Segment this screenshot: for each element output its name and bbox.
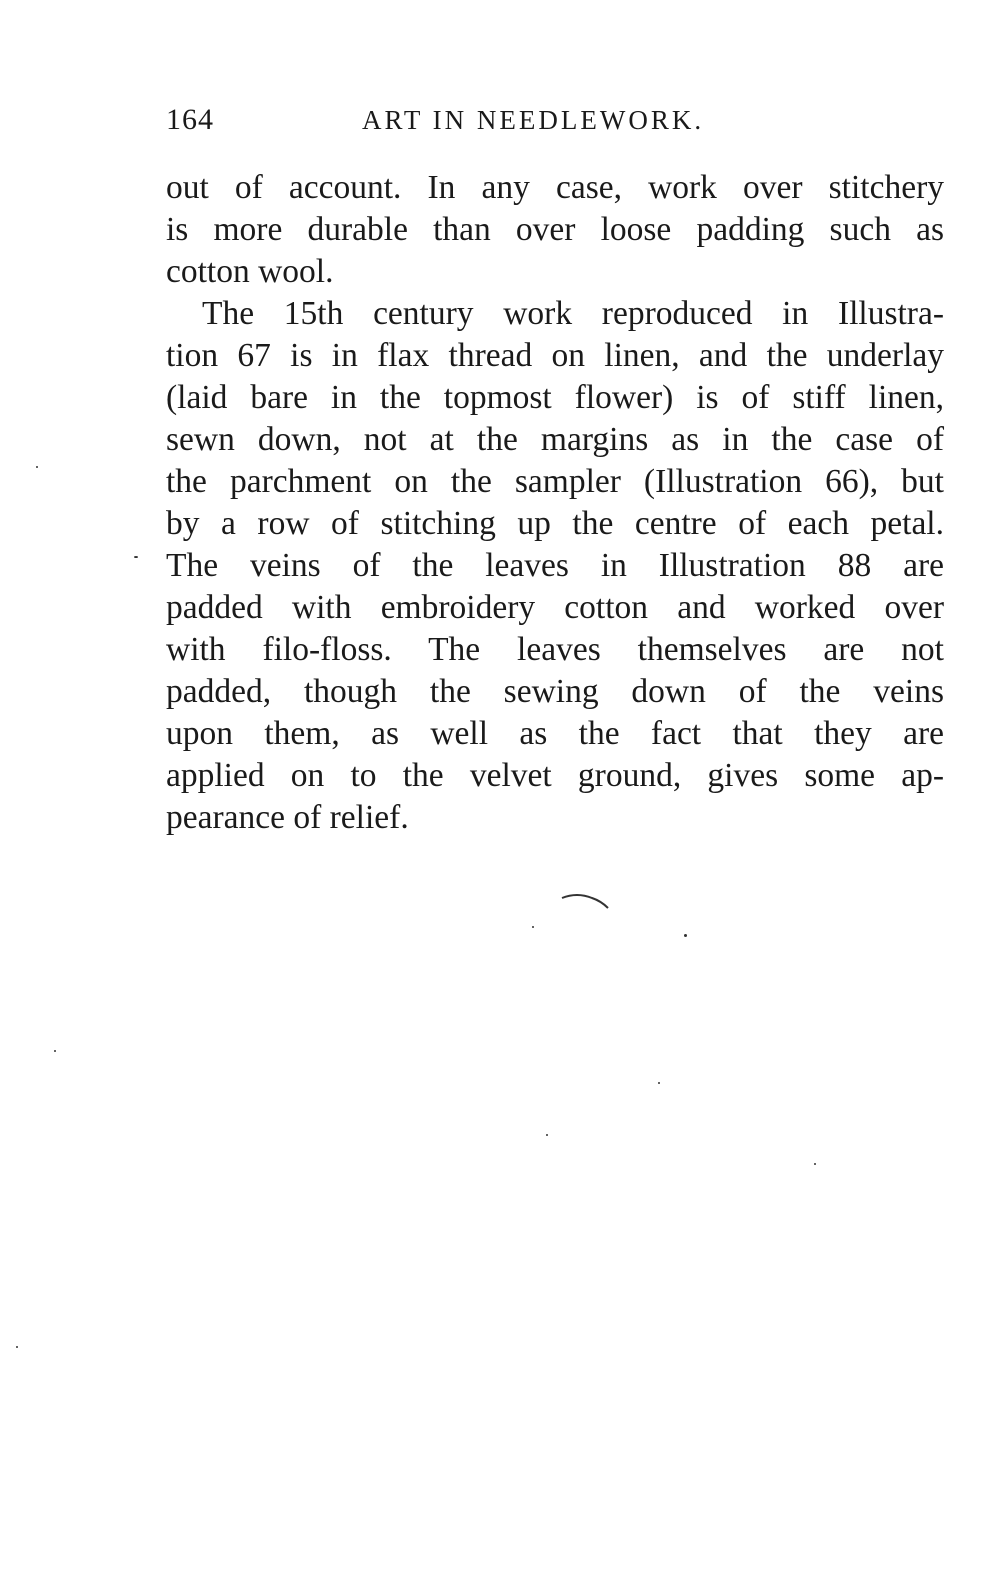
ink-smudge: [558, 890, 614, 912]
paragraph-1: [166, 167, 944, 293]
page-number: 164: [166, 103, 214, 136]
paper-speck: [134, 556, 138, 558]
text-line: (laid bare in the topmost flower) is of stiff linen,: [166, 379, 944, 416]
text-line: is more durable than over loose padding such as: [166, 211, 944, 248]
text-line: sewn down, not at the margins as in the case of: [166, 421, 944, 458]
text-line: applied on to the velvet ground, gives some ap-: [166, 757, 944, 794]
paper-speck: [54, 1050, 56, 1052]
text-line: out of account. In any case, work over stitchery: [166, 169, 944, 206]
paper-speck: [36, 466, 38, 468]
text-line: upon them, as well as the fact that they are: [166, 715, 944, 752]
text-line: The 15th century work reproduced in Illustra-: [202, 295, 944, 332]
body-text: [166, 167, 944, 839]
text-line: cotton wool.: [166, 253, 334, 290]
text-line: by a row of stitching up the centre of each petal.: [166, 505, 944, 542]
running-head: [166, 100, 946, 140]
paper-speck: [532, 926, 534, 928]
running-title: ART IN NEEDLEWORK.: [362, 105, 705, 135]
text-line: the parchment on the sampler (Illustration 66), but: [166, 463, 944, 500]
text-line: The veins of the leaves in Illustration 88 are: [166, 547, 944, 584]
text-line: padded, though the sewing down of the veins: [166, 673, 944, 710]
paper-speck: [658, 1082, 660, 1084]
text-line: with filo-floss. The leaves themselves are not: [166, 631, 944, 668]
paper-speck: [814, 1163, 816, 1165]
paper-speck: [684, 934, 687, 937]
paragraph-2: [166, 293, 944, 839]
text-line: tion 67 is in flax thread on linen, and the underlay: [166, 337, 944, 374]
paper-speck: [16, 1346, 18, 1348]
text-line: pearance of relief.: [166, 799, 409, 836]
paper-speck: [546, 1134, 548, 1136]
text-line: padded with embroidery cotton and worked over: [166, 589, 944, 626]
